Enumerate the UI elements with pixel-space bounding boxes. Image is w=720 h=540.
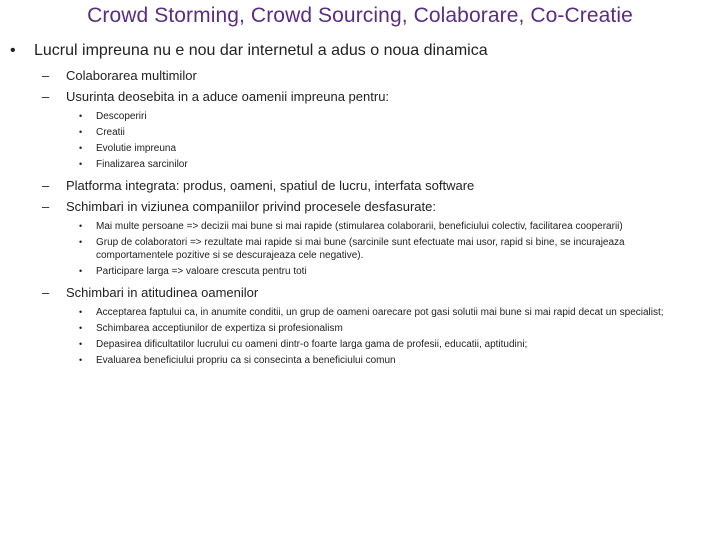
bullet-icon: • xyxy=(10,42,16,59)
section-item xyxy=(42,66,700,86)
bullet-icon: • xyxy=(79,266,83,276)
sub-item-text: Depasirea dificultatilor lucrului cu oameni dintr-o foarte larga gama de profesii, educatii, aptitudini; xyxy=(96,339,528,350)
sub-item-text: Mai multe persoane => decizii mai bune si mai rapide (stimularea colaborarii, beneficiului colectiv, facilitarea cooperarii) xyxy=(96,221,623,232)
bullet-icon: • xyxy=(79,159,83,169)
sub-item-text: Acceptarea faptului ca, in anumite conditii, un grup de oameni oarecare pot gasi solutii mai bune si mai rapid decat un specialist; xyxy=(96,307,664,318)
sub-item xyxy=(79,322,700,335)
sub-item-list xyxy=(0,306,720,367)
section-text: Colaborarea multimilor xyxy=(66,68,197,83)
sub-item xyxy=(79,236,700,262)
main-point-text: Lucrul impreuna nu e nou dar internetul a adus o noua dinamica xyxy=(34,42,488,59)
section-text: Schimbari in atitudinea oamenilor xyxy=(66,285,259,300)
sub-item xyxy=(79,126,700,139)
sub-item-text: Participare larga => valoare crescuta pentru toti xyxy=(96,266,307,277)
section-item xyxy=(42,87,700,107)
sub-item-list xyxy=(0,220,720,278)
section-text: Platforma integrata: produs, oameni, spatiul de lucru, interfata software xyxy=(66,178,475,193)
dash-icon: – xyxy=(42,178,50,193)
slide-title: Crowd Storming, Crowd Sourcing, Colaborare, Co-Creatie xyxy=(87,4,633,27)
sub-item xyxy=(79,220,700,233)
sub-item xyxy=(79,158,700,171)
sub-item xyxy=(79,354,700,367)
sub-item-list xyxy=(0,110,720,171)
sub-item-text: Evaluarea beneficiului propriu ca si consecinta a beneficiului comun xyxy=(96,355,396,366)
sub-item-text: Schimbarea acceptiunilor de expertiza si profesionalism xyxy=(96,323,343,334)
main-point xyxy=(10,40,700,62)
bullet-icon: • xyxy=(79,127,83,137)
sub-item xyxy=(79,110,700,123)
sub-item xyxy=(79,306,700,319)
sub-item-text: Evolutie impreuna xyxy=(96,143,177,154)
bullet-icon: • xyxy=(79,323,83,333)
sub-item-text: Grup de colaboratori => rezultate mai rapide si mai bune (sarcinile sunt efectuate mai usor, rapid si bine, se incurajeaza comportamentele pozitive si se descurajeaza cele negative). xyxy=(96,237,625,261)
bullet-icon: • xyxy=(79,355,83,365)
section-item xyxy=(42,283,700,303)
slide-content xyxy=(0,40,720,372)
sub-item xyxy=(79,142,700,155)
section-item xyxy=(42,176,700,196)
bullet-icon: • xyxy=(79,221,83,231)
sub-item xyxy=(79,338,700,351)
dash-icon: – xyxy=(42,68,50,83)
bullet-icon: • xyxy=(79,307,83,317)
bullet-icon: • xyxy=(79,111,83,121)
bullet-icon: • xyxy=(79,237,83,247)
sub-item-text: Creatii xyxy=(96,127,125,138)
section-item xyxy=(42,197,700,217)
section-list xyxy=(0,66,720,367)
section-text: Usurinta deosebita in a aduce oamenii impreuna pentru: xyxy=(66,89,390,104)
bullet-icon: • xyxy=(79,143,83,153)
dash-icon: – xyxy=(42,285,50,300)
bullet-icon: • xyxy=(79,339,83,349)
sub-item-text: Descoperiri xyxy=(96,111,147,122)
sub-item-text: Finalizarea sarcinilor xyxy=(96,159,188,170)
dash-icon: – xyxy=(42,89,50,104)
sub-item xyxy=(79,265,700,278)
dash-icon: – xyxy=(42,199,50,214)
section-text: Schimbari in viziunea companiilor privind procesele desfasurate: xyxy=(66,199,436,214)
